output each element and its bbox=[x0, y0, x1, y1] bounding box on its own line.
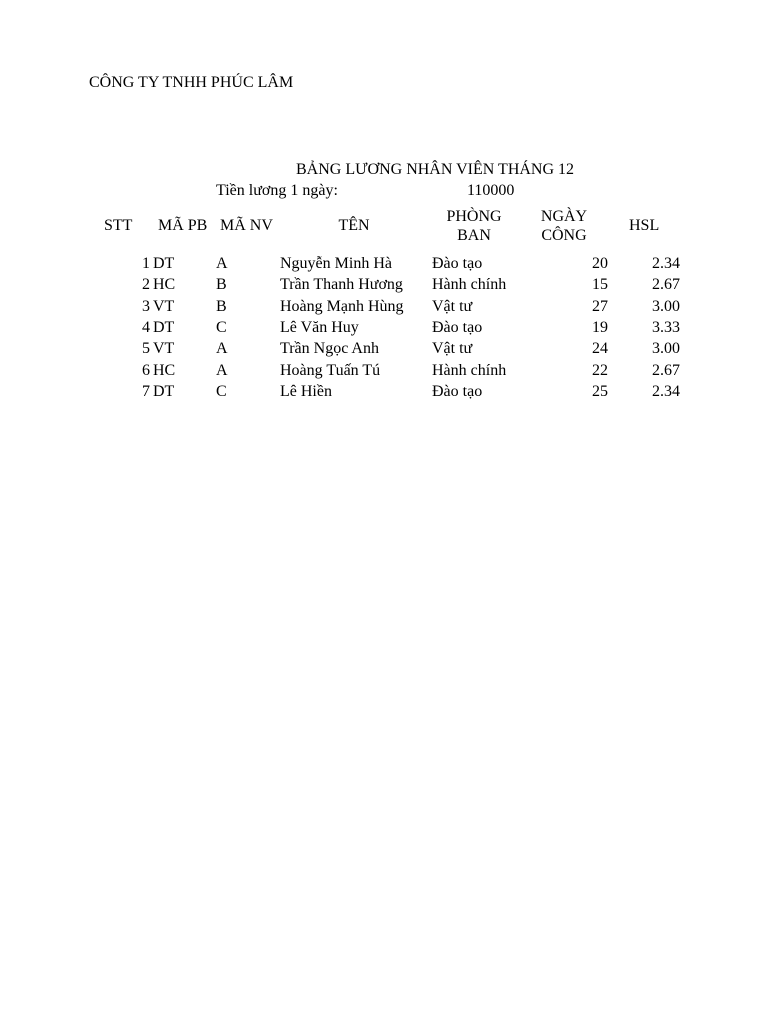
cell-ten: Hoàng Tuấn Tú bbox=[280, 361, 381, 379]
cell-hsl: 3.00 bbox=[652, 340, 680, 358]
cell-phong-ban: Vật tư bbox=[432, 340, 473, 358]
cell-hsl: 2.67 bbox=[652, 276, 680, 294]
cell-hsl: 3.33 bbox=[652, 318, 680, 336]
table-row bbox=[0, 381, 768, 402]
cell-ngay-cong: 20 bbox=[592, 255, 608, 272]
cell-hsl: 2.67 bbox=[652, 361, 680, 379]
table-row bbox=[0, 296, 768, 317]
table-row bbox=[0, 338, 768, 359]
cell-ngay-cong: 25 bbox=[592, 382, 608, 400]
header-ten: TÊN bbox=[338, 217, 370, 234]
table-row bbox=[0, 360, 768, 381]
cell-ma-nv: C bbox=[216, 318, 227, 336]
cell-ten: Lê Hiền bbox=[280, 382, 332, 400]
cell-ma-pb: DT bbox=[153, 382, 175, 400]
header-phong-ban bbox=[440, 207, 508, 245]
company-name: CÔNG TY TNHH PHÚC LÂM bbox=[89, 74, 294, 91]
header-ma-pb: MÃ PB bbox=[158, 217, 208, 234]
cell-ngay-cong: 22 bbox=[592, 361, 608, 379]
header-ngay-cong-line2: CÔNG bbox=[541, 227, 587, 244]
cell-ten: Lê Văn Huy bbox=[280, 318, 359, 336]
cell-ma-nv: B bbox=[216, 297, 227, 315]
cell-phong-ban: Hành chính bbox=[432, 276, 507, 294]
cell-stt: 4 bbox=[142, 318, 150, 336]
cell-ma-nv: C bbox=[216, 382, 227, 400]
cell-ma-nv: A bbox=[216, 255, 228, 272]
cell-ten: Hoàng Mạnh Hùng bbox=[280, 297, 404, 315]
cell-phong-ban: Hành chính bbox=[432, 361, 507, 379]
cell-ma-pb: DT bbox=[153, 318, 175, 336]
cell-ngay-cong: 19 bbox=[592, 318, 608, 336]
sheet-title: BẢNG LƯƠNG NHÂN VIÊN THÁNG 12 bbox=[296, 161, 575, 178]
cell-phong-ban: Vật tư bbox=[432, 297, 473, 315]
table-row bbox=[0, 253, 768, 274]
header-stt: STT bbox=[104, 217, 133, 234]
cell-hsl: 2.34 bbox=[652, 255, 680, 272]
cell-stt: 2 bbox=[142, 276, 150, 294]
cell-stt: 5 bbox=[142, 340, 150, 358]
table-row bbox=[0, 274, 768, 295]
cell-ma-pb: VT bbox=[153, 297, 175, 315]
cell-stt: 6 bbox=[142, 361, 150, 379]
cell-ma-pb: HC bbox=[153, 361, 176, 379]
header-ngay-cong-line1: NGÀY bbox=[540, 208, 588, 225]
header-ma-nv: MÃ NV bbox=[220, 217, 273, 234]
cell-ma-pb: VT bbox=[153, 340, 175, 358]
cell-stt: 3 bbox=[142, 297, 150, 315]
cell-phong-ban: Đào tạo bbox=[432, 255, 483, 272]
cell-ma-pb: HC bbox=[153, 276, 176, 294]
cell-phong-ban: Đào tạo bbox=[432, 382, 483, 400]
cell-ten: Trần Thanh Hương bbox=[280, 276, 403, 294]
cell-ma-pb: DT bbox=[153, 255, 175, 272]
cell-stt: 1 bbox=[142, 255, 150, 272]
cell-ma-nv: A bbox=[216, 340, 228, 358]
header-phong-ban-line2: BAN bbox=[457, 227, 491, 244]
daily-rate-label: Tiền lương 1 ngày: bbox=[216, 182, 338, 199]
cell-hsl: 3.00 bbox=[652, 297, 680, 315]
cell-hsl: 2.34 bbox=[652, 382, 680, 400]
header-hsl: HSL bbox=[629, 217, 660, 234]
cell-ngay-cong: 24 bbox=[592, 340, 608, 358]
cell-ma-nv: A bbox=[216, 361, 228, 379]
daily-rate-value: 110000 bbox=[467, 182, 515, 199]
cell-ngay-cong: 27 bbox=[592, 297, 608, 315]
table-row bbox=[0, 317, 768, 338]
cell-ten: Nguyễn Minh Hà bbox=[280, 255, 392, 272]
cell-stt: 7 bbox=[142, 382, 150, 400]
cell-ngay-cong: 15 bbox=[592, 276, 608, 294]
cell-phong-ban: Đào tạo bbox=[432, 318, 483, 336]
header-ngay-cong bbox=[530, 207, 598, 245]
cell-ten: Trần Ngọc Anh bbox=[280, 340, 379, 358]
cell-ma-nv: B bbox=[216, 276, 227, 294]
header-phong-ban-line1: PHÒNG bbox=[446, 208, 502, 225]
